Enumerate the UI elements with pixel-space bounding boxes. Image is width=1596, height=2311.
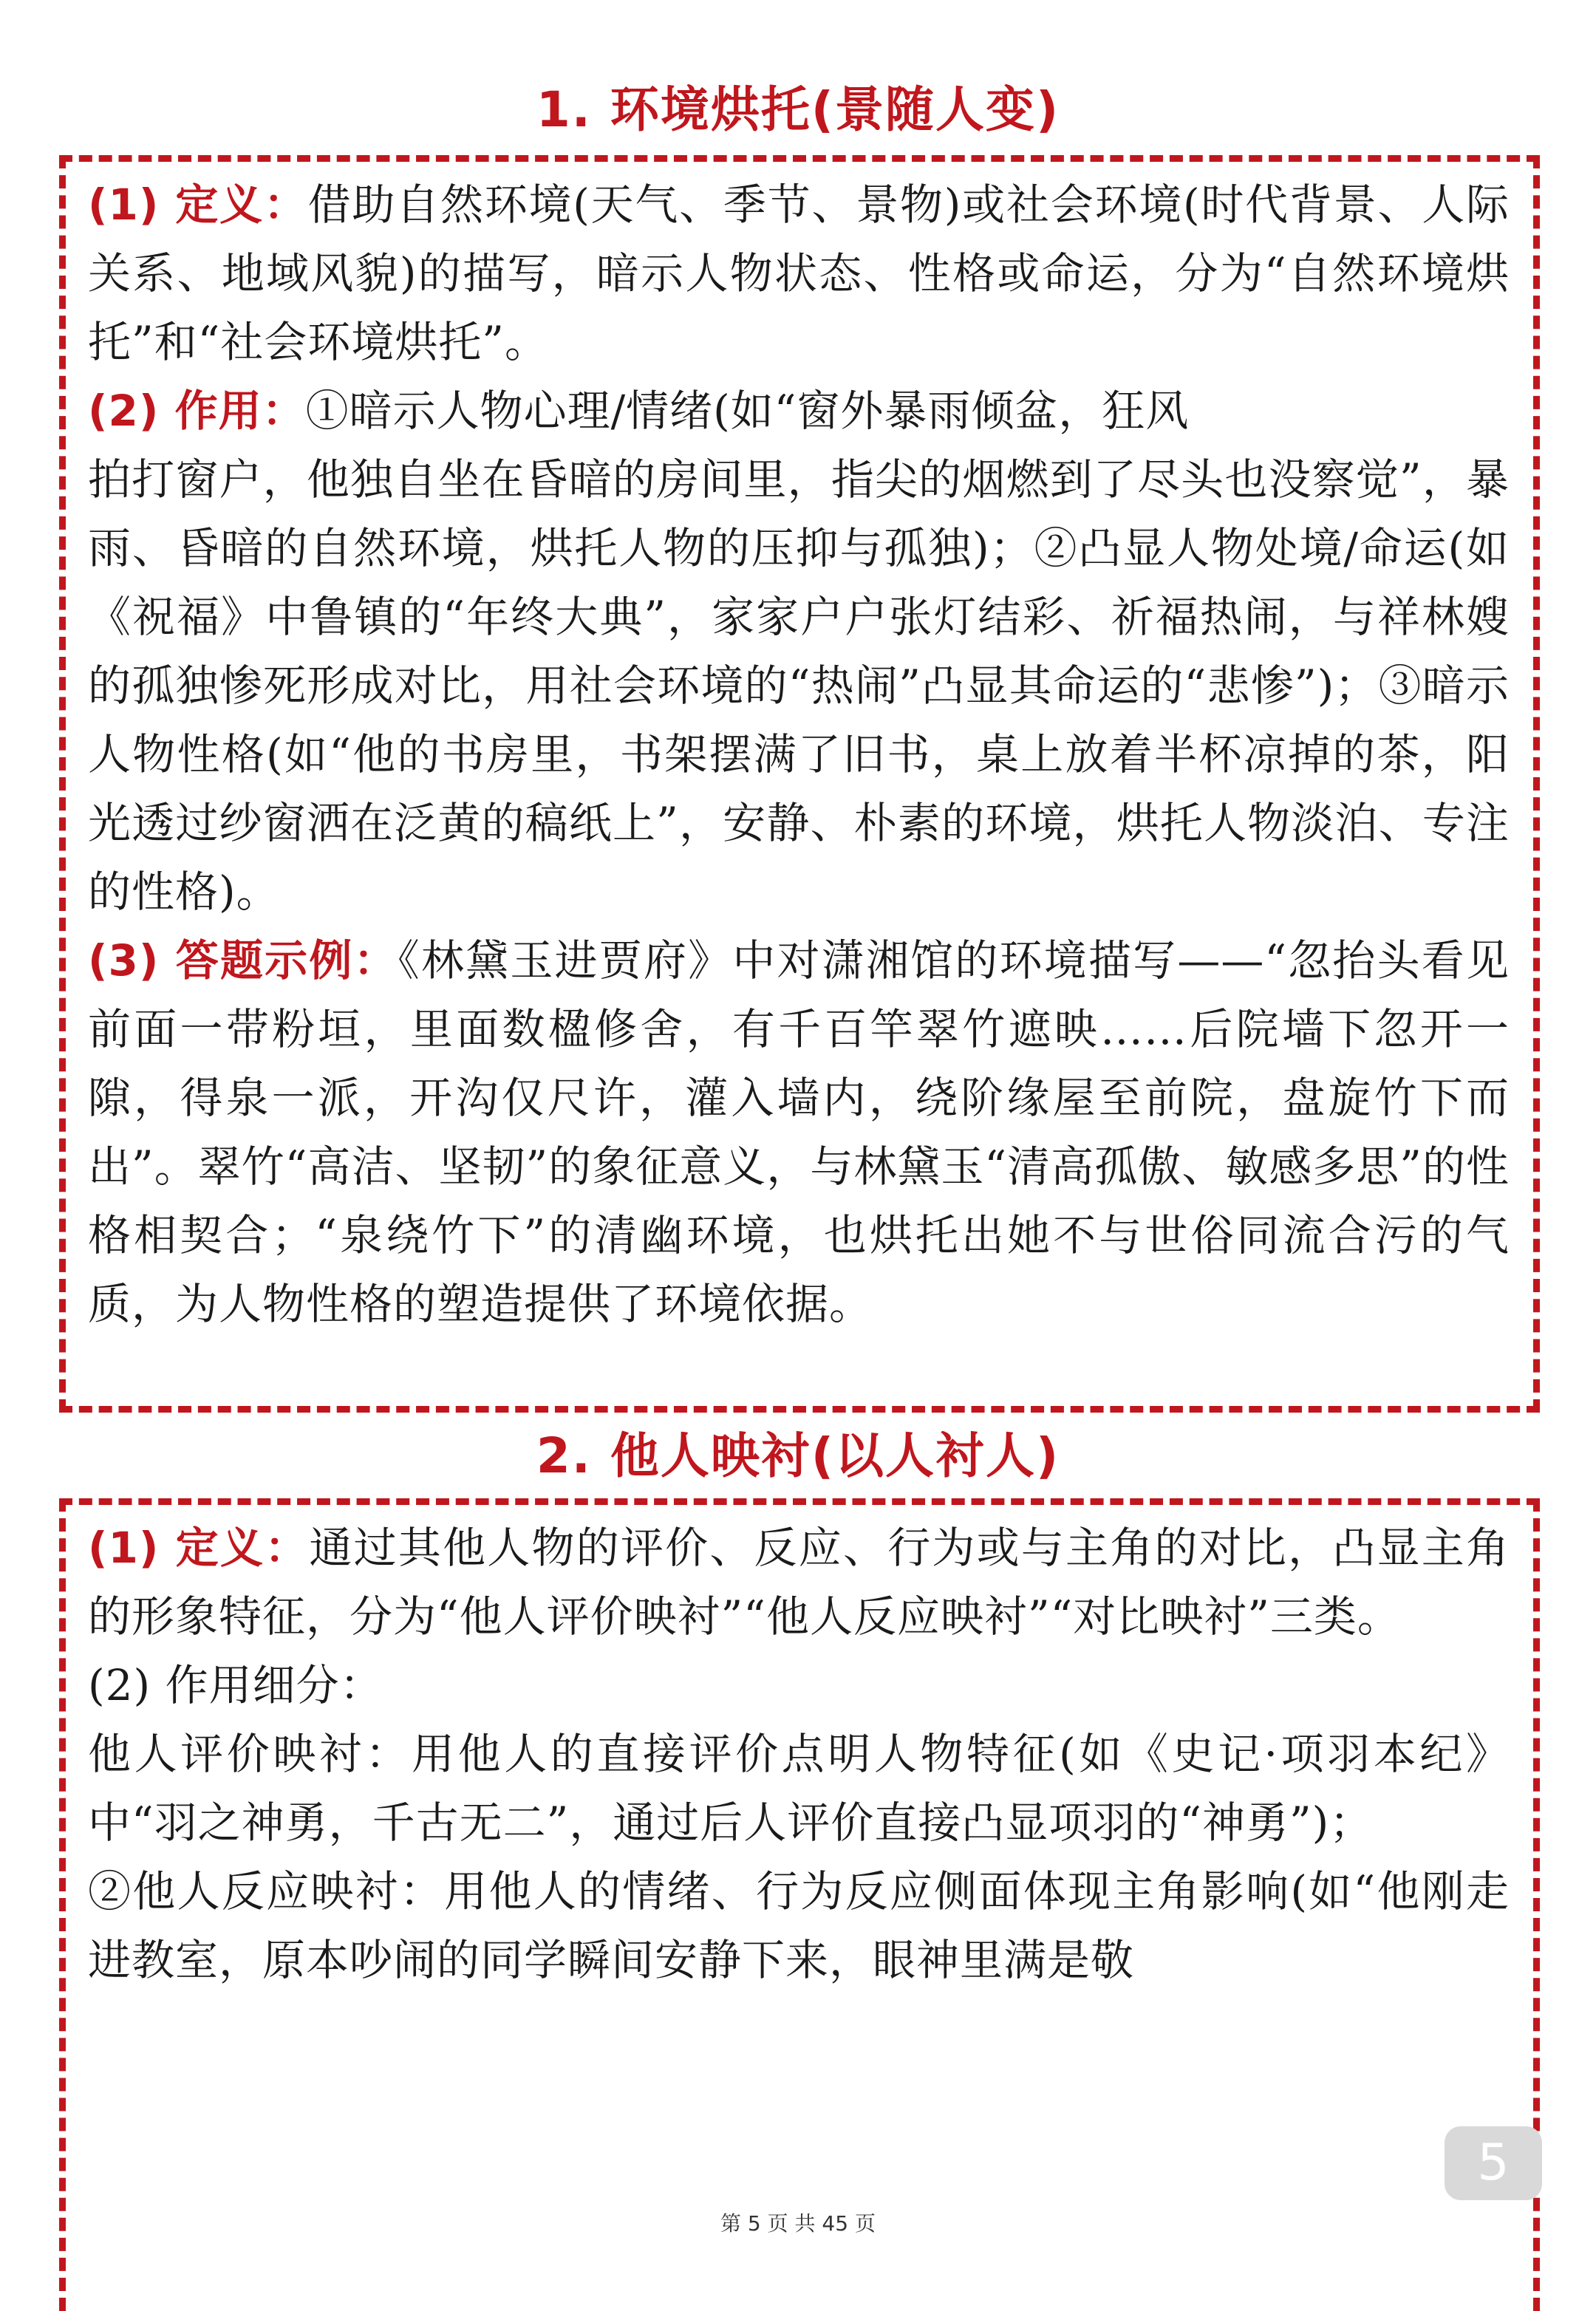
- list-item: ②他人反应映衬：用他人的情绪、行为反应侧面体现主角影响(如“他刚走进教室，原本吵闹的同学瞬间安静下来，眼神里满是敬: [88, 1866, 1510, 1985]
- definition-text: 借助自然环境(天气、季节、景物)或社会环境(时代背景、人际关系、地域风貌)的描写，暗示人物状态、性格或命运，分为“自然环境烘托”和“社会环境烘托”。: [88, 180, 1510, 367]
- content-box-2: [59, 1498, 1540, 2311]
- function-heading: (2) 作用细分：: [88, 1660, 383, 1710]
- example-paragraph: [88, 926, 1510, 1339]
- content-box-1: [59, 155, 1540, 1413]
- definition-label: (1) 定义：: [88, 180, 308, 230]
- page-badge: 5: [1445, 2126, 1542, 2200]
- list-item: 他人评价映衬：用他人的直接评价点明人物特征(如《史记·项羽本纪》中“羽之神勇，千古无二”，通过后人评价直接凸显项羽的“神勇”)；: [88, 1729, 1510, 1848]
- function-text-2: 拍打窗户，他独自坐在昏暗的房间里，指尖的烟燃到了尽头也没察觉”，暴雨、昏暗的自然环境，烘托人物的压抑与孤独)；②凸显人物处境/命运(如《祝福》中鲁镇的“年终大典”，家家户户张灯结彩、祈福热闹，与祥林嫂的孤独惨死形成对比，用社会环境的“热闹”凸显其命运的“悲惨”)；③暗示人物性格(如“他的书房里，书架摆满了旧书，桌上放着半杯凉掉的茶，阳光透过纱窗洒在泛黄的稿纸上”，安静、朴素的环境，烘托人物淡泊、专注的性格)。: [88, 454, 1510, 917]
- definition-paragraph: [88, 171, 1510, 377]
- definition-paragraph-2: [88, 1514, 1510, 1651]
- section-title-2: 2. 他人映衬(以人衬人): [536, 1427, 1060, 1484]
- definition-text-2: 通过其他人物的评价、反应、行为或与主角的对比，凸显主角的形象特征，分为“他人评价映衬”“他人反应映衬”“对比映衬”三类。: [88, 1523, 1510, 1642]
- function-label: (2) 作用：: [88, 386, 306, 436]
- section-title-1: 1. 环境烘托(景随人变): [536, 81, 1060, 138]
- example-label: (3) 答题示例：: [88, 935, 398, 986]
- function-text-1: ①暗示人物心理/情绪(如“窗外暴雨倾盆，狂风: [305, 386, 1190, 436]
- page-number-footer: 第 5 页 共 45 页: [720, 2211, 876, 2236]
- function-paragraph-cont: [88, 446, 1510, 926]
- example-text: 《林黛玉进贾府》中对潇湘馆的环境描写——“忽抬头看见前面一带粉垣，里面数楹修舍，有千百竿翠竹遮映……后院墙下忽开一隙，得泉一派，开沟仅尺许，灌入墙内，绕阶缘屋至前院，盘旋竹下而出”。翠竹“高洁、坚韧”的象征意义，与林黛玉“清高孤傲、敏感多思”的性格相契合；“泉绕竹下”的清幽环境，也烘托出她不与世俗同流合污的气质，为人物性格的塑造提供了环境依据。: [88, 935, 1510, 1329]
- function-paragraph: [88, 377, 1510, 446]
- definition-label-2: (1) 定义：: [88, 1523, 310, 1573]
